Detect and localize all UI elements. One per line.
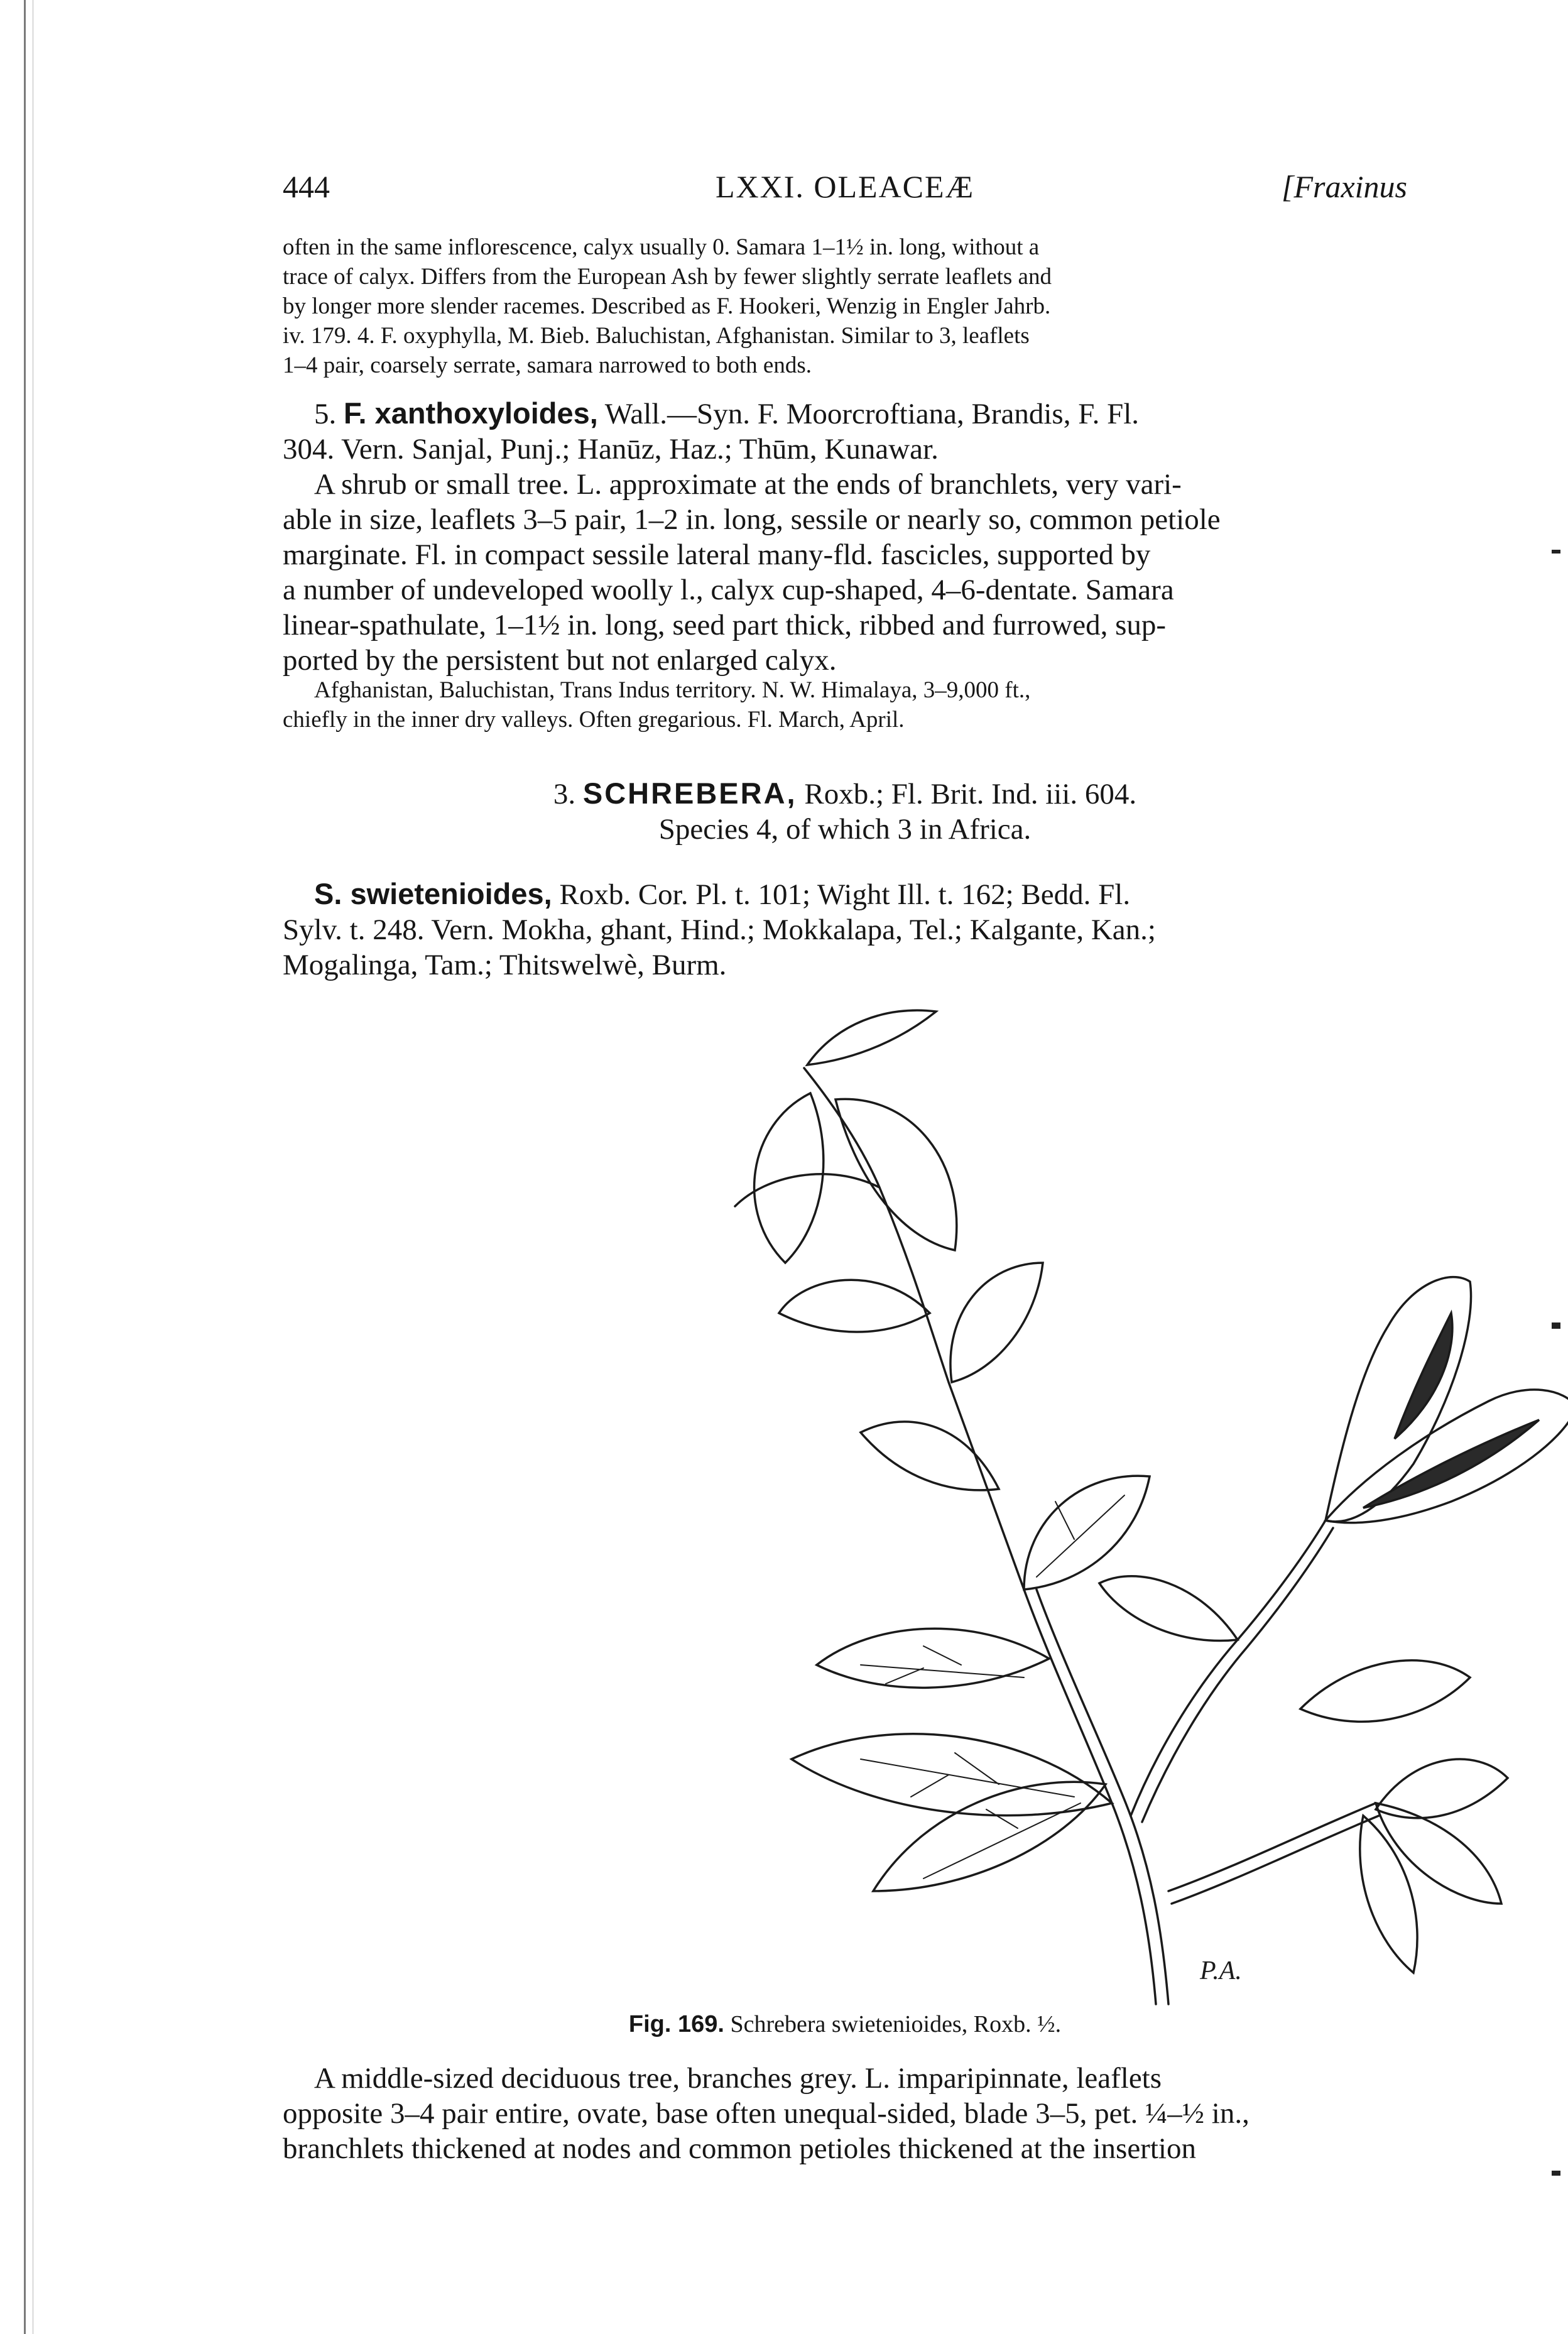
- leaf: [1024, 1476, 1150, 1590]
- leaf: [873, 1782, 1106, 1891]
- leaf-vein: [1037, 1495, 1124, 1577]
- text-line: ported by the persistent but not enlarged calyx.: [283, 644, 837, 677]
- leaf: [861, 1422, 999, 1490]
- species-name: F. xanthoxyloides,: [344, 396, 598, 430]
- text-line: often in the same inflorescence, calyx usually 0. Samara 1–1½ in. long, without a: [283, 234, 1040, 260]
- text-line: A shrub or small tree. L. approximate at the ends of branchlets, very vari-: [314, 468, 1182, 501]
- text-line: marginate. Fl. in compact sessile lateral many-fld. fascicles, supported by: [283, 538, 1151, 571]
- figure-scale: ½.: [1037, 2011, 1062, 2037]
- text-line: linear-spathulate, 1–1½ in. long, seed part thick, ribbed and furrowed, sup-: [283, 609, 1167, 641]
- distribution-note: [283, 675, 1407, 734]
- description-paragraph: [283, 2061, 1407, 2166]
- genus-heading: [283, 776, 1407, 847]
- figure-label: Fig. 169.: [628, 2011, 724, 2037]
- section-title: LXXI. OLEACEÆ: [715, 169, 975, 204]
- text-line: a number of undeveloped woolly l., calyx cup-shaped, 4–6-dentate. Samara: [283, 574, 1174, 606]
- leaf: [817, 1628, 1049, 1688]
- scan-edge-mark: [1552, 2171, 1560, 2176]
- running-genus: [Fraxinus: [1282, 169, 1407, 204]
- scan-edge-line: [24, 0, 26, 2334]
- leaf: [1300, 1661, 1470, 1722]
- leaf: [807, 1010, 936, 1065]
- leaf: [779, 1280, 930, 1332]
- page-number: 444: [283, 169, 330, 204]
- text-line: branchlets thickened at nodes and common petioles thickened at the insertion: [283, 2132, 1196, 2165]
- text-line: 304. Vern. Sanjal, Punj.; Hanūz, Haz.; Thūm, Kunawar.: [283, 433, 939, 466]
- species-heading: [283, 876, 1407, 912]
- main-stem: [804, 1068, 1156, 2004]
- running-header: [283, 168, 1407, 212]
- species-5-entry: [283, 396, 1407, 678]
- text-line: A middle-sized deciduous tree, branches grey. L. imparipinnate, leaflets: [314, 2062, 1162, 2095]
- leaf: [1360, 1816, 1417, 1973]
- text-line: iv. 179. 4. F. oxyphylla, M. Bieb. Baluchistan, Afghanistan. Similar to 3, leaflets: [283, 323, 1030, 349]
- genus-reference: Roxb.; Fl. Brit. Ind. iii. 604.: [804, 778, 1137, 810]
- species-name: S. swietenioides,: [314, 877, 552, 910]
- scan-edge-mark: [1552, 550, 1560, 554]
- lower-branch: [1168, 1803, 1376, 1891]
- text-line: Sylv. t. 248. Vern. Mokha, ghant, Hind.; Mokkalapa, Tel.; Kalgante, Kan.;: [283, 913, 1156, 946]
- text-line: able in size, leaflets 3–5 pair, 1–2 in. long, sessile or nearly so, common petiole: [283, 503, 1221, 536]
- genus-title: [283, 776, 1407, 812]
- text-line: 1–4 pair, coarsely serrate, samara narrowed to both ends.: [283, 352, 812, 378]
- lower-branch-outline: [1172, 1816, 1379, 1904]
- genus-species-note: Species 4, of which 3 in Africa.: [658, 813, 1032, 846]
- leaf: [1376, 1759, 1508, 1818]
- artist-signature: P.A.: [1200, 1956, 1242, 1985]
- text-line: by longer more slender racemes. Described as F. Hookeri, Wenzig in Engler Jahrb.: [283, 293, 1051, 319]
- text-line: opposite 3–4 pair entire, ovate, base often unequal-sided, blade 3–5, pet. ¼–½ in.,: [283, 2097, 1250, 2130]
- leaf: [950, 1263, 1043, 1382]
- text-line: Mogalinga, Tam.; Thitswelwè, Burm.: [283, 949, 727, 981]
- leaf: [1099, 1576, 1238, 1641]
- fruit-valve: [1326, 1390, 1568, 1523]
- fruit-capsule-shading: [1395, 1313, 1452, 1439]
- schrebera-entry: [283, 876, 1407, 983]
- botanical-illustration: [672, 999, 1568, 2017]
- figure-caption: [283, 2010, 1407, 2038]
- genus-name: SCHREBERA,: [582, 777, 797, 810]
- species-number: 5.: [314, 398, 337, 430]
- text-line: Afghanistan, Baluchistan, Trans Indus territory. N. W. Himalaya, 3–9,000 ft.,: [314, 677, 1031, 703]
- fruit-capsule: [1326, 1277, 1471, 1522]
- genus-number: 3.: [553, 778, 576, 810]
- species-heading: [283, 396, 1407, 432]
- leaf-vein: [735, 1174, 879, 1206]
- fruit-valve-shading: [1363, 1420, 1539, 1508]
- text-line: trace of calyx. Differs from the European Ash by fewer slightly serrate leaflets and: [283, 264, 1052, 290]
- fruit-branch-outline: [1142, 1528, 1333, 1822]
- species-references: Roxb. Cor. Pl. t. 101; Wight Ill. t. 162; Bedd. Fl.: [559, 878, 1131, 911]
- fruit-branch: [1131, 1520, 1326, 1816]
- continuation-paragraph: [283, 232, 1407, 380]
- text-line: chiefly in the inner dry valleys. Often gregarious. Fl. March, April.: [283, 707, 905, 733]
- species-synonymy: Wall.—Syn. F. Moorcroftiana, Brandis, F. Fl.: [604, 398, 1140, 430]
- figure-caption-text: Schrebera swietenioides, Roxb.: [730, 2011, 1032, 2037]
